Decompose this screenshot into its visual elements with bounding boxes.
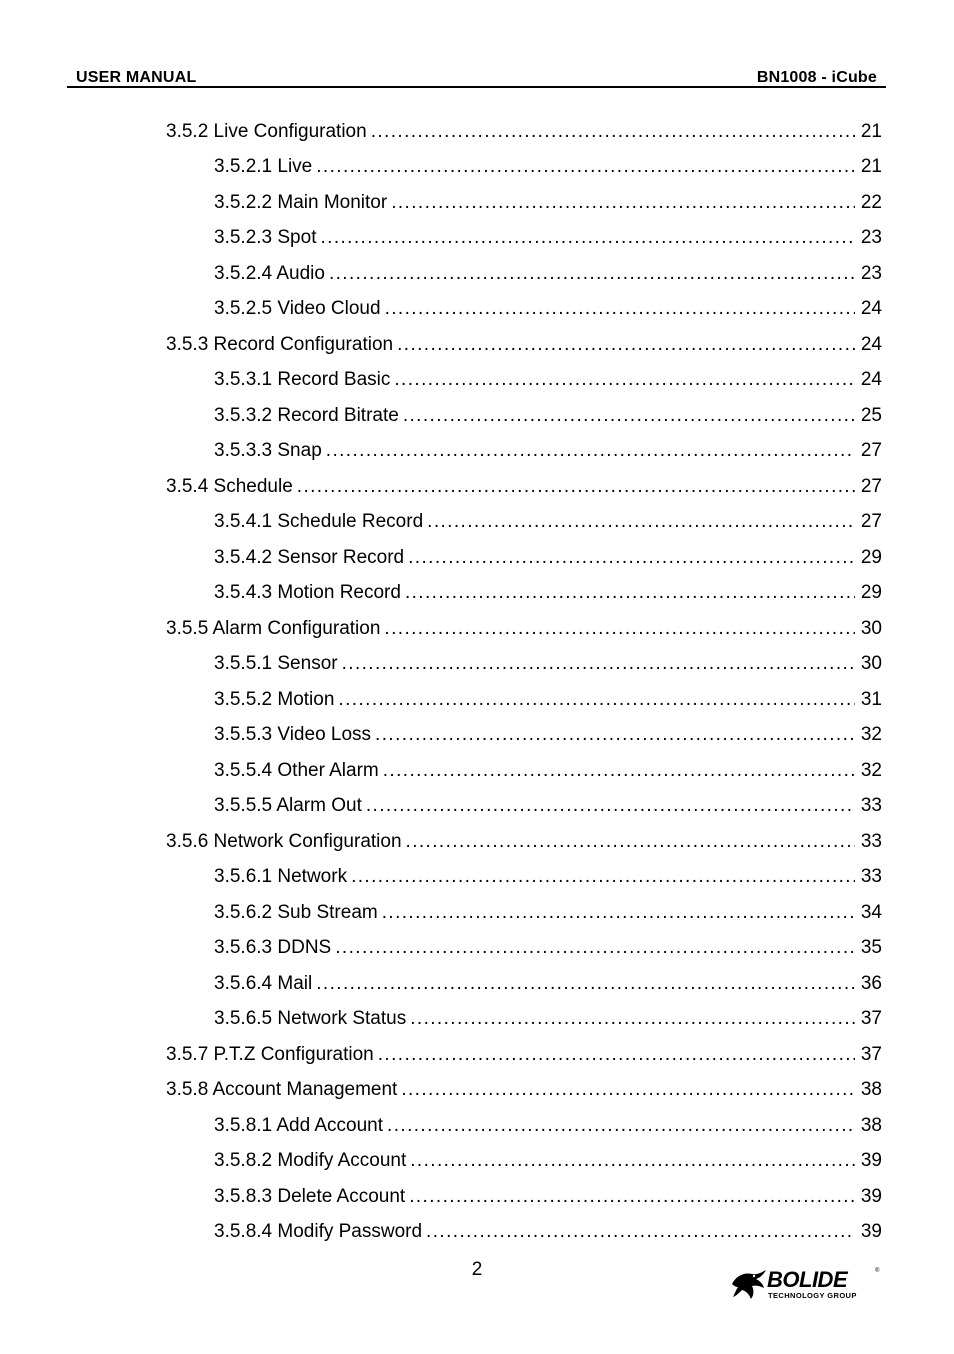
toc-entry[interactable] xyxy=(0,611,954,647)
toc-entry-title: 3.5.2.3 Spot xyxy=(214,227,317,249)
toc-entry-page: 23 xyxy=(860,227,882,249)
toc-dot-leader xyxy=(366,795,855,817)
toc-entry-title: 3.5.4.2 Sensor Record xyxy=(214,546,405,568)
toc-dot-leader xyxy=(394,369,855,391)
toc-dot-leader xyxy=(316,156,855,178)
bolide-logo xyxy=(730,1266,880,1302)
toc-entry-page: 22 xyxy=(860,191,882,213)
toc-entry-page: 24 xyxy=(860,369,882,391)
toc-entry-page: 33 xyxy=(860,795,882,817)
toc-entry-title: 3.5.6.3 DDNS xyxy=(214,937,332,959)
toc-entry[interactable] xyxy=(0,824,954,860)
toc-entry-title: 3.5.8.1 Add Account xyxy=(214,1114,384,1136)
toc-entry-page: 31 xyxy=(860,688,882,710)
toc-dot-leader xyxy=(401,1079,855,1101)
toc-entry-title: 3.5.3.1 Record Basic xyxy=(214,369,391,391)
toc-entry-page: 39 xyxy=(860,1221,882,1243)
toc-entry-title: 3.5.3 Record Configuration xyxy=(166,333,394,355)
toc-entry[interactable] xyxy=(0,221,954,257)
toc-entry[interactable] xyxy=(0,256,954,292)
toc-entry[interactable] xyxy=(0,789,954,825)
toc-entry-page: 21 xyxy=(860,156,882,178)
toc-entry[interactable] xyxy=(0,576,954,612)
toc-entry-title: 3.5.4 Schedule xyxy=(166,475,293,497)
toc-entry-title: 3.5.6.2 Sub Stream xyxy=(214,901,378,923)
toc-entry-page: 32 xyxy=(860,724,882,746)
toc-entry-title: 3.5.3.2 Record Bitrate xyxy=(214,404,399,426)
header-title: USER MANUAL xyxy=(76,69,197,86)
toc-dot-leader xyxy=(405,582,855,604)
toc-entry[interactable] xyxy=(0,505,954,541)
toc-entry-title: 3.5.5.2 Motion xyxy=(214,688,335,710)
toc-entry[interactable] xyxy=(0,1215,954,1251)
page-number: 2 xyxy=(471,1259,483,1280)
toc-entry[interactable] xyxy=(0,860,954,896)
toc-entry-title: 3.5.5.3 Video Loss xyxy=(214,724,372,746)
toc-dot-leader xyxy=(378,1044,855,1066)
toc-entry[interactable] xyxy=(0,895,954,931)
toc-entry-page: 21 xyxy=(860,120,882,142)
toc-entry-title: 3.5.5.4 Other Alarm xyxy=(214,759,379,781)
toc-dot-leader xyxy=(338,689,855,711)
toc-entry-page: 38 xyxy=(860,1114,882,1136)
toc-dot-leader xyxy=(426,1221,855,1243)
toc-dot-leader xyxy=(410,1150,855,1172)
toc-entry-page: 39 xyxy=(860,1150,882,1172)
toc-entry-title: 3.5.4.3 Motion Record xyxy=(214,582,401,604)
toc-entry-page: 37 xyxy=(860,1008,882,1030)
toc-entry-page: 27 xyxy=(860,511,882,533)
toc-entry[interactable] xyxy=(0,753,954,789)
toc-entry[interactable] xyxy=(0,327,954,363)
toc-entry-title: 3.5.2.1 Live xyxy=(214,156,313,178)
toc-entry[interactable] xyxy=(0,1002,954,1038)
toc-dot-leader xyxy=(409,1186,855,1208)
toc-dot-leader xyxy=(326,440,855,462)
toc-entry-page: 36 xyxy=(860,972,882,994)
toc-dot-leader xyxy=(320,227,855,249)
toc-entry[interactable] xyxy=(0,185,954,221)
dragon-icon xyxy=(730,1266,768,1302)
toc-entry-title: 3.5.5.1 Sensor xyxy=(214,653,338,675)
toc-entry[interactable] xyxy=(0,1108,954,1144)
toc-dot-leader xyxy=(403,405,855,427)
toc-entry-title: 3.5.6 Network Configuration xyxy=(166,830,402,852)
toc-dot-leader xyxy=(329,263,855,285)
toc-dot-leader xyxy=(406,831,855,853)
toc-dot-leader xyxy=(397,334,855,356)
table-of-contents xyxy=(0,114,954,1250)
toc-entry-title: 3.5.2.5 Video Cloud xyxy=(214,298,381,320)
toc-dot-leader xyxy=(385,298,855,320)
toc-entry-page: 32 xyxy=(860,759,882,781)
toc-entry-page: 24 xyxy=(860,298,882,320)
toc-entry-title: 3.5.5.5 Alarm Out xyxy=(214,795,362,817)
toc-entry[interactable] xyxy=(0,682,954,718)
toc-entry-title: 3.5.7 P.T.Z Configuration xyxy=(166,1043,374,1065)
toc-entry-page: 29 xyxy=(860,582,882,604)
toc-entry-page: 38 xyxy=(860,1079,882,1101)
toc-entry-page: 30 xyxy=(860,653,882,675)
toc-dot-leader xyxy=(316,973,855,995)
toc-dot-leader xyxy=(342,653,855,675)
toc-entry-page: 33 xyxy=(860,830,882,852)
toc-entry-title: 3.5.4.1 Schedule Record xyxy=(214,511,424,533)
toc-entry-title: 3.5.2 Live Configuration xyxy=(166,120,367,142)
toc-entry-page: 27 xyxy=(860,440,882,462)
toc-entry[interactable] xyxy=(0,434,954,470)
toc-entry-title: 3.5.8.3 Delete Account xyxy=(214,1185,406,1207)
toc-entry-page: 24 xyxy=(860,333,882,355)
toc-dot-leader xyxy=(297,476,855,498)
toc-entry[interactable] xyxy=(0,540,954,576)
registered-mark: ® xyxy=(875,1268,880,1274)
toc-entry-page: 35 xyxy=(860,937,882,959)
toc-dot-leader xyxy=(410,1008,855,1030)
toc-entry-title: 3.5.2.4 Audio xyxy=(214,262,325,284)
toc-dot-leader xyxy=(384,618,855,640)
toc-entry[interactable] xyxy=(0,469,954,505)
header-model: BN1008 - iCube xyxy=(756,69,877,86)
toc-dot-leader xyxy=(408,547,855,569)
toc-entry-title: 3.5.6.5 Network Status xyxy=(214,1008,407,1030)
toc-dot-leader xyxy=(351,866,855,888)
toc-entry-title: 3.5.3.3 Snap xyxy=(214,440,322,462)
toc-dot-leader xyxy=(371,121,855,143)
toc-entry[interactable] xyxy=(0,1179,954,1215)
toc-entry-title: 3.5.8.2 Modify Account xyxy=(214,1150,407,1172)
toc-dot-leader xyxy=(391,192,855,214)
toc-entry[interactable] xyxy=(0,1073,954,1109)
toc-entry[interactable] xyxy=(0,363,954,399)
toc-entry-page: 33 xyxy=(860,866,882,888)
toc-entry-title: 3.5.2.2 Main Monitor xyxy=(214,191,388,213)
toc-entry-page: 39 xyxy=(860,1185,882,1207)
toc-entry[interactable] xyxy=(0,1037,954,1073)
toc-entry[interactable] xyxy=(0,398,954,434)
toc-entry[interactable] xyxy=(0,150,954,186)
toc-entry-page: 30 xyxy=(860,617,882,639)
toc-entry-title: 3.5.6.4 Mail xyxy=(214,972,313,994)
toc-entry-page: 25 xyxy=(860,404,882,426)
toc-entry-page: 23 xyxy=(860,262,882,284)
toc-entry-page: 34 xyxy=(860,901,882,923)
toc-dot-leader xyxy=(375,724,855,746)
toc-entry-title: 3.5.8.4 Modify Password xyxy=(214,1221,423,1243)
toc-entry[interactable] xyxy=(0,931,954,967)
logo-tagline: TECHNOLOGY GROUP xyxy=(768,1291,857,1300)
logo-wordmark: BOLIDE xyxy=(767,1267,848,1292)
toc-dot-leader xyxy=(335,937,855,959)
toc-dot-leader xyxy=(427,511,855,533)
toc-entry-title: 3.5.8 Account Management xyxy=(166,1079,398,1101)
toc-dot-leader xyxy=(383,760,855,782)
toc-dot-leader xyxy=(387,1115,855,1137)
toc-entry[interactable] xyxy=(0,292,954,328)
toc-entry-page: 29 xyxy=(860,546,882,568)
toc-entry[interactable] xyxy=(0,1144,954,1180)
toc-entry-title: 3.5.6.1 Network xyxy=(214,866,348,888)
toc-entry[interactable] xyxy=(0,966,954,1002)
toc-entry[interactable] xyxy=(0,718,954,754)
page-header xyxy=(67,66,886,88)
toc-entry-page: 37 xyxy=(860,1043,882,1065)
toc-dot-leader xyxy=(382,902,855,924)
toc-entry-title: 3.5.5 Alarm Configuration xyxy=(166,617,381,639)
toc-entry-page: 27 xyxy=(860,475,882,497)
toc-entry[interactable] xyxy=(0,114,954,150)
toc-entry[interactable] xyxy=(0,647,954,683)
